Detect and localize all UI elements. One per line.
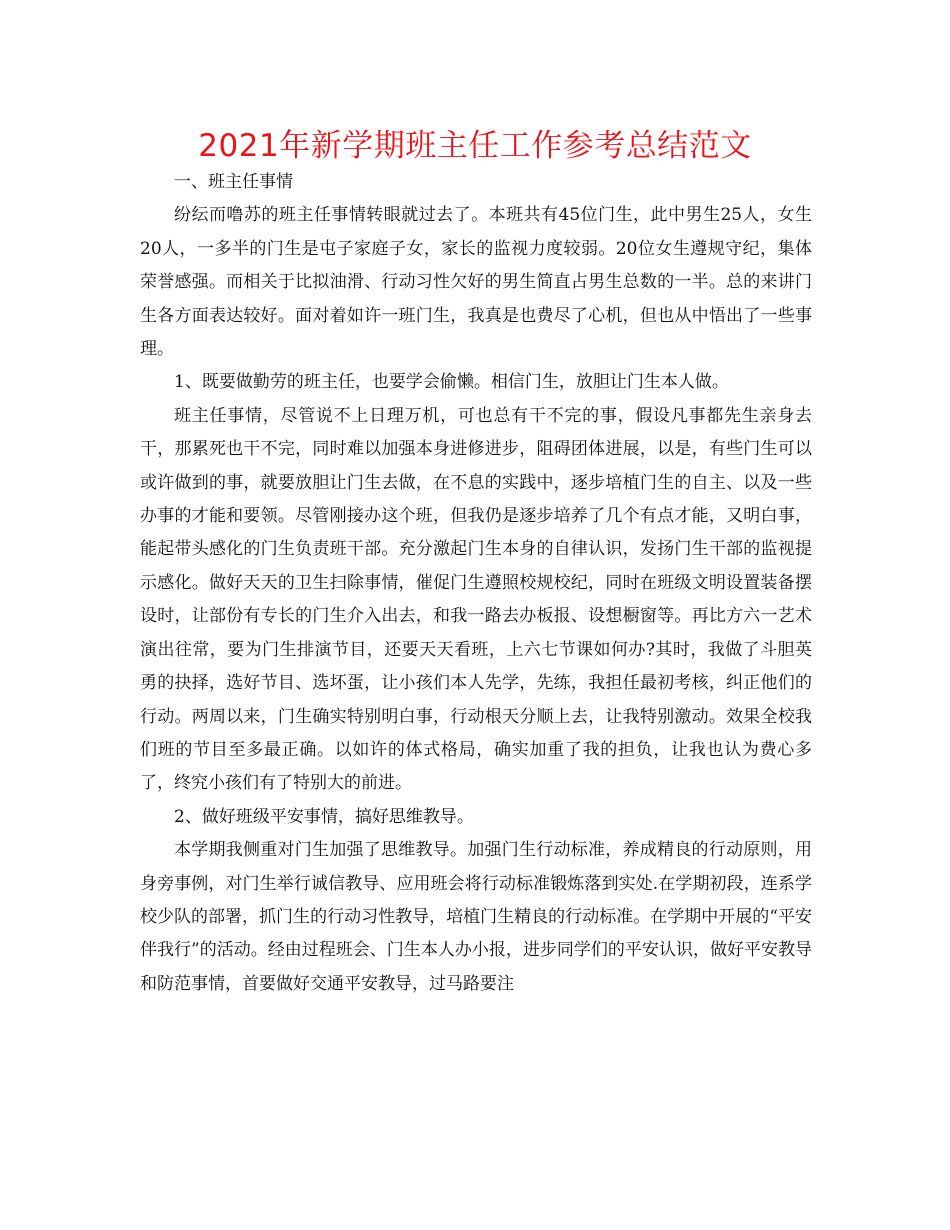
paragraph: 本学期我侧重对门生加强了思维教导。加强门生行动标准，养成精良的行动原则，用身旁事例，对门生举行诚信教导、应用班会将行动标准锻炼落到实处.在学期初段，连系学校少队的部署，抓门生的行动习性教导，培植门生精良的行动标准。在学期中开展的“平安伴我行”的活动。经由过程班会、门生本人办小报，进步同学们的平安认识，做好平安教导和防范事情，首要做好交通平安教导，过马路要注 (140, 840, 812, 994)
document-body (140, 166, 812, 1001)
paragraph: 纷纭而噜苏的班主任事情转眼就过去了。本班共有45位门生，此中男生25人，女生20人，一多半的门生是屯子家庭子女，家长的监视力度较弱。20位女生遵规守纪，集体荣誉感强。而相关于比拟油滑、行动习性欠好的男生简直占男生总数的一半。总的来讲门生各方面表达较好。面对着如许一班门生，我真是也费尽了心机，但也从中悟出了一些事理。 (140, 205, 812, 360)
paragraph: 班主任事情，尽管说不上日理万机，可也总有干不完的事，假设凡事都先生亲身去干，那累死也干不完，同时难以加强本身进修进步，阻碍团体进展，以是，有些门生可以或许做到的事，就要放胆让门生去做，在不息的实践中，逐步培植门生的自主、以及一些办事的才能和要领。尽管刚接办这个班，但我仍是逐步培养了几个有点才能，又明白事，能起带头感化的门生负责班干部。充分激起门生本身的自律认识，发扬门生干部的监视提示感化。做好天天的卫生扫除事情，催促门生遵照校规校纪，同时在班级文明设置装备摆设时，让部份有专长的门生介入出去，和我一路去办板报、设想橱窗等。再比方六一艺术演出往常，要为门生排演节目，还要天天看班，上六七节课如何办?其时，我做了斗胆英勇的抉择，选好节目、选坏蛋，让小孩们本人先学，先练，我担任最初考核，纠正他们的行动。两周以来，门生确实特别明白事，行动根天分顺上去，让我特别激动。效果全校我们班的节目至多最正确。以如许的体式格局，确实加重了我的担负，让我也认为费心多了，终究小孩们有了特别大的前进。 (140, 405, 812, 794)
document-title: 2021年新学期班主任工作参考总结范文 (198, 128, 752, 164)
subsection-heading: 2、做好班级平安事情，搞好思维教导。 (174, 806, 474, 827)
subsection-heading: 1、既要做勤劳的班主任，也要学会偷懒。相信门生，放胆让门生本人做。 (174, 372, 729, 393)
section-heading: 一、班主任事情 (174, 172, 293, 192)
